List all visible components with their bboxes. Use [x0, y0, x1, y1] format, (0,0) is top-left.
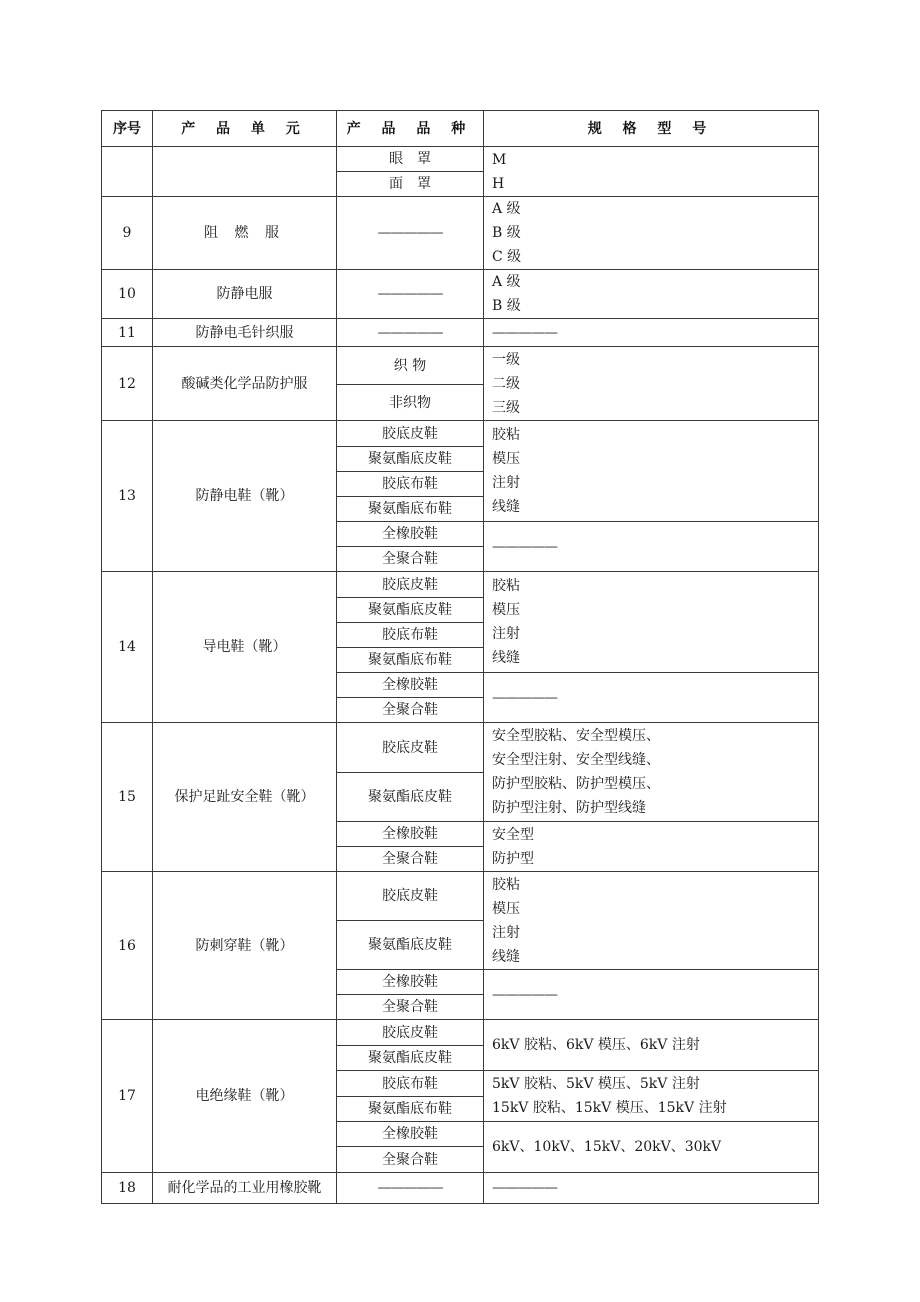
spec-line: B 级 [492, 225, 521, 241]
row-unit: 阻 燃 服 [153, 197, 337, 270]
spec-line: 线缝 [492, 650, 520, 666]
spec-line: H [492, 175, 505, 192]
row-spec: 6kV、10kV、15kV、20kV、30kV [484, 1122, 819, 1173]
spec-line: 一级 [492, 351, 520, 368]
table-row [102, 421, 819, 447]
spec-line: 模压 [492, 602, 520, 618]
row-variety: 全聚合鞋 [337, 847, 484, 872]
row-unit: 防刺穿鞋（靴） [153, 872, 337, 1020]
spec-line: 注射 [492, 475, 520, 491]
row-unit [153, 147, 337, 197]
row-spec [484, 147, 819, 197]
spec-line: 安全型胶粘、安全型模压、 [492, 728, 660, 744]
row-no: 17 [102, 1020, 153, 1173]
row-spec [484, 572, 819, 673]
spec-line: 防护型注射、防护型线缝 [492, 800, 646, 816]
row-unit: 导电鞋（靴） [153, 572, 337, 723]
table-row [102, 872, 819, 921]
row-variety: 胶底皮鞋 [337, 723, 484, 773]
row-variety: 聚氨酯底皮鞋 [337, 773, 484, 822]
row-spec: ————— [484, 673, 819, 723]
row-spec [484, 723, 819, 822]
header-product-variety: 产 品 品 种 [337, 111, 484, 147]
row-no: 15 [102, 723, 153, 872]
row-variety: 眼 罩 [337, 147, 484, 172]
spec-line: 防护型 [492, 850, 534, 867]
row-variety: 聚氨酯底布鞋 [337, 497, 484, 522]
spec-line: 胶粘 [492, 876, 520, 893]
row-spec [484, 1071, 819, 1122]
row-unit: 酸碱类化学品防护服 [153, 347, 337, 421]
row-no: 16 [102, 872, 153, 1020]
table-row [102, 723, 819, 773]
row-variety: 全聚合鞋 [337, 1147, 484, 1173]
row-variety: ————— [337, 319, 484, 347]
row-no: 10 [102, 270, 153, 319]
table-header-row [102, 111, 819, 147]
row-spec: ————— [484, 970, 819, 1020]
spec-line: 注射 [492, 626, 520, 642]
row-variety: 全橡胶鞋 [337, 673, 484, 698]
header-no: 序号 [102, 111, 153, 147]
spec-line: C 级 [492, 249, 522, 265]
table-row [102, 347, 819, 385]
row-variety: 织 物 [337, 347, 484, 385]
row-variety: 聚氨酯底布鞋 [337, 648, 484, 673]
row-spec [484, 197, 819, 270]
spec-line: 三级 [492, 399, 520, 416]
row-spec [484, 270, 819, 319]
spec-line: 模压 [492, 451, 520, 467]
row-variety: 全聚合鞋 [337, 698, 484, 723]
row-variety: 胶底皮鞋 [337, 421, 484, 447]
table-row [102, 197, 819, 270]
row-no [102, 147, 153, 197]
row-variety: 全橡胶鞋 [337, 522, 484, 547]
row-unit: 防静电鞋（靴） [153, 421, 337, 572]
spec-line: A 级 [492, 201, 521, 217]
row-variety: 聚氨酯底布鞋 [337, 1097, 484, 1122]
row-unit: 防静电服 [153, 270, 337, 319]
table-row [102, 147, 819, 172]
spec-line: A 级 [492, 274, 521, 290]
product-spec-table [101, 110, 819, 1204]
row-no: 12 [102, 347, 153, 421]
spec-line: 防护型胶粘、防护型模压、 [492, 776, 660, 792]
row-variety: ————— [337, 197, 484, 270]
spec-line: 5kV 胶粘、5kV 模压、5kV 注射 [492, 1076, 700, 1092]
row-variety: 聚氨酯底皮鞋 [337, 447, 484, 472]
row-spec [484, 872, 819, 970]
row-variety: 胶底布鞋 [337, 1071, 484, 1097]
row-unit: 耐化学品的工业用橡胶靴 [153, 1173, 337, 1204]
row-unit: 保护足趾安全鞋（靴） [153, 723, 337, 872]
row-spec: 6kV 胶粘、6kV 模压、6kV 注射 [484, 1020, 819, 1071]
row-spec [484, 421, 819, 522]
row-spec [484, 347, 819, 421]
row-variety: 聚氨酯底皮鞋 [337, 598, 484, 623]
row-variety: 全聚合鞋 [337, 547, 484, 572]
row-unit: 防静电毛针织服 [153, 319, 337, 347]
row-variety: 全橡胶鞋 [337, 1122, 484, 1147]
row-variety: 全橡胶鞋 [337, 822, 484, 847]
table-row [102, 270, 819, 319]
spec-line: 线缝 [492, 948, 520, 965]
row-variety: 全橡胶鞋 [337, 970, 484, 995]
spec-line: 安全型注射、安全型线缝、 [492, 752, 660, 768]
spec-line: 模压 [492, 900, 520, 917]
row-variety: 面 罩 [337, 172, 484, 197]
row-spec: ————— [484, 319, 819, 347]
header-product-unit: 产 品 单 元 [153, 111, 337, 147]
row-variety: ————— [337, 1173, 484, 1204]
row-no: 14 [102, 572, 153, 723]
row-no: 11 [102, 319, 153, 347]
row-no: 9 [102, 197, 153, 270]
spec-line: 注射 [492, 924, 520, 941]
spec-line: 胶粘 [492, 578, 520, 594]
table-row [102, 1173, 819, 1204]
spec-line: M [492, 151, 507, 168]
row-spec [484, 822, 819, 872]
spec-line: 15kV 胶粘、15kV 模压、15kV 注射 [492, 1100, 727, 1116]
spec-line: 安全型 [492, 826, 534, 843]
spec-line: B 级 [492, 298, 521, 314]
table-row [102, 572, 819, 598]
row-variety: 胶底皮鞋 [337, 1020, 484, 1046]
spec-line: 胶粘 [492, 427, 520, 443]
row-variety: 胶底皮鞋 [337, 572, 484, 598]
row-no: 13 [102, 421, 153, 572]
header-spec-model: 规 格 型 号 [484, 111, 819, 147]
row-variety: 胶底皮鞋 [337, 872, 484, 921]
row-variety: 非织物 [337, 385, 484, 421]
table-row [102, 1020, 819, 1046]
spec-line: 线缝 [492, 499, 520, 515]
row-variety: 胶底布鞋 [337, 472, 484, 497]
spec-line: 二级 [492, 375, 520, 392]
row-unit: 电绝缘鞋（靴） [153, 1020, 337, 1173]
row-no: 18 [102, 1173, 153, 1204]
row-variety: 聚氨酯底皮鞋 [337, 1046, 484, 1071]
row-variety: 全聚合鞋 [337, 995, 484, 1020]
row-variety: ————— [337, 270, 484, 319]
row-spec: ————— [484, 1173, 819, 1204]
row-spec: ————— [484, 522, 819, 572]
table-row [102, 319, 819, 347]
row-variety: 胶底布鞋 [337, 623, 484, 648]
row-variety: 聚氨酯底皮鞋 [337, 921, 484, 970]
